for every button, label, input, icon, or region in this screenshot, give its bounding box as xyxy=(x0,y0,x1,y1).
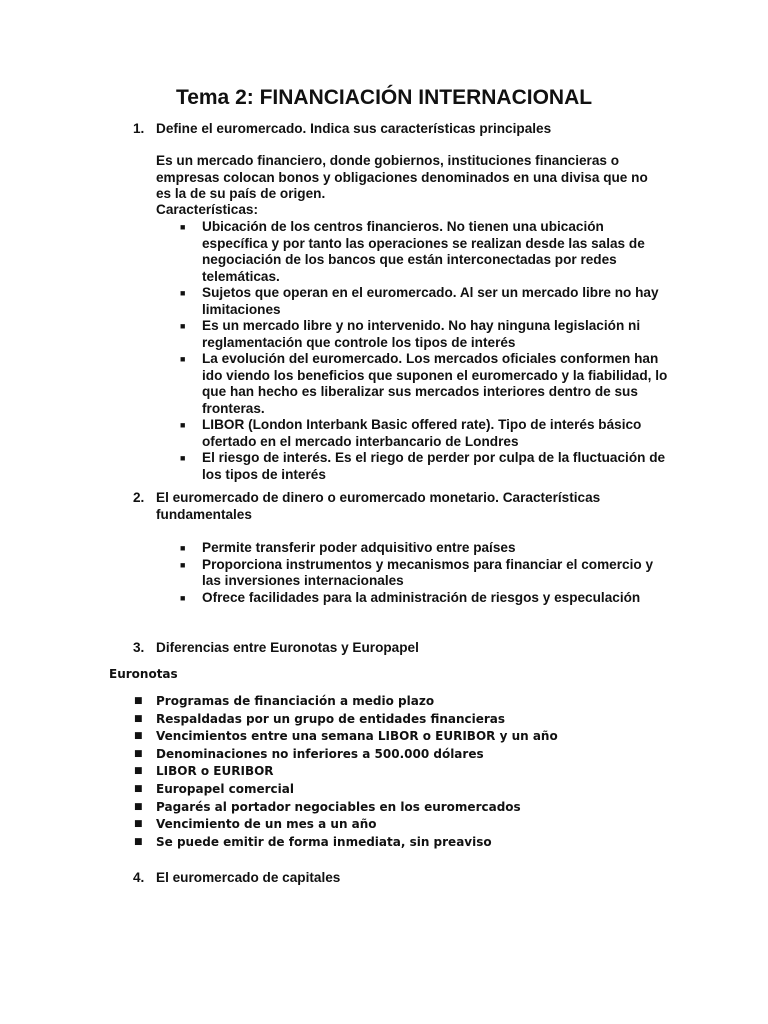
question-4 xyxy=(133,870,673,887)
characteristics-list xyxy=(178,219,668,483)
list-item: ■ Vencimientos entre una semana LIBOR o EURIBOR y un año xyxy=(132,728,632,746)
bullet-icon: ■ xyxy=(180,592,186,603)
question-text: El euromercado de capitales xyxy=(156,870,341,885)
bullet-icon: ■ xyxy=(180,354,186,364)
bullet-icon: ■ xyxy=(180,288,186,298)
characteristics-label: Características: xyxy=(156,202,259,217)
question-3 xyxy=(133,640,673,657)
list-item: ■ Programas de financiación a medio plazo xyxy=(132,693,632,711)
question-number: 1. xyxy=(133,121,145,136)
bullet-icon: ■ xyxy=(134,748,143,759)
euromarket-money-list xyxy=(178,540,668,606)
list-item: ■ Ubicación de los centros financieros. No tienen una ubicación específica y por tanto las operaciones se realizan desde las salas de negociación de los bancos que están interconectadas por redes telemáticas. xyxy=(180,219,645,284)
question-2 xyxy=(133,490,673,523)
list-item: ■ Se puede emitir de forma inmediata, sin preaviso xyxy=(132,834,632,852)
list-item: ■ LIBOR (London Interbank Basic offered rate). Tipo de interés básico ofertado en el mercado interbancario de Londres xyxy=(180,417,642,449)
question-text: Define el euromercado. Indica sus características principales xyxy=(156,121,552,136)
bullet-icon: ■ xyxy=(180,559,186,570)
question-1 xyxy=(133,121,673,138)
question-number: 4. xyxy=(133,870,145,885)
page-title: Tema 2: FINANCIACIÓN INTERNACIONAL xyxy=(175,86,593,109)
question-text: Diferencias entre Euronotas y Europapel xyxy=(156,640,419,655)
list-item: ■ Vencimiento de un mes a un año xyxy=(132,816,632,834)
bullet-icon: ■ xyxy=(180,321,186,331)
euronotas-list xyxy=(132,693,632,851)
bullet-icon: ■ xyxy=(134,819,143,830)
bullet-icon: ■ xyxy=(134,713,143,724)
bullet-icon: ■ xyxy=(180,543,186,553)
list-item: ■ Proporciona instrumentos y mecanismos para financiar el comercio y las inversiones internacionales xyxy=(180,556,654,588)
list-item: ■ Europapel comercial xyxy=(132,781,632,799)
definition-paragraph: Es un mercado financiero, donde gobiernos, instituciones financieras o empresas colocan bonos y obligaciones denominados en una divisa que no es la de su país de origen. xyxy=(156,153,648,201)
bullet-icon: ■ xyxy=(134,731,143,742)
question-number: 3. xyxy=(133,640,145,655)
list-item: ■ Respaldadas por un grupo de entidades financieras xyxy=(132,711,632,729)
list-item: ■ Denominaciones no inferiores a 500.000 dólares xyxy=(132,746,632,764)
list-item: ■ Ofrece facilidades para la administración de riesgos y especulación xyxy=(180,589,641,605)
bullet-icon: ■ xyxy=(180,222,186,232)
list-item: ■ Permite transferir poder adquisitivo entre países xyxy=(180,540,516,555)
list-item: ■ Pagarés al portador negociables en los euromercados xyxy=(132,799,632,817)
list-item: ■ Es un mercado libre y no intervenido. No hay ninguna legislación ni reglamentación que controle los tipos de interés xyxy=(180,318,641,350)
bullet-icon: ■ xyxy=(134,801,143,812)
euronotas-heading: Euronotas xyxy=(109,667,178,681)
bullet-icon: ■ xyxy=(134,783,143,794)
list-item: ■ Sujetos que operan en el euromercado. Al ser un mercado libre no hay limitaciones xyxy=(180,285,659,317)
bullet-icon: ■ xyxy=(180,453,186,463)
bullet-icon: ■ xyxy=(180,420,186,430)
bullet-icon: ■ xyxy=(134,696,143,706)
list-item: ■ La evolución del euromercado. Los mercados oficiales conformen han ido viendo los beneficios que suponen el euromercado y la fiabilidad, lo que han hecho es liberalizar sus mercados interiores dentro de sus fronteras. xyxy=(180,351,668,416)
bullet-icon: ■ xyxy=(134,836,143,847)
bullet-icon: ■ xyxy=(134,766,143,777)
list-item: ■ El riesgo de interés. Es el riego de perder por culpa de la fluctuación de los tipos de interés xyxy=(180,450,666,482)
question-text: El euromercado de dinero o euromercado monetario. Características fundamentales xyxy=(156,490,601,522)
list-item: ■ LIBOR o EURIBOR xyxy=(132,763,632,781)
question-number: 2. xyxy=(133,490,145,505)
